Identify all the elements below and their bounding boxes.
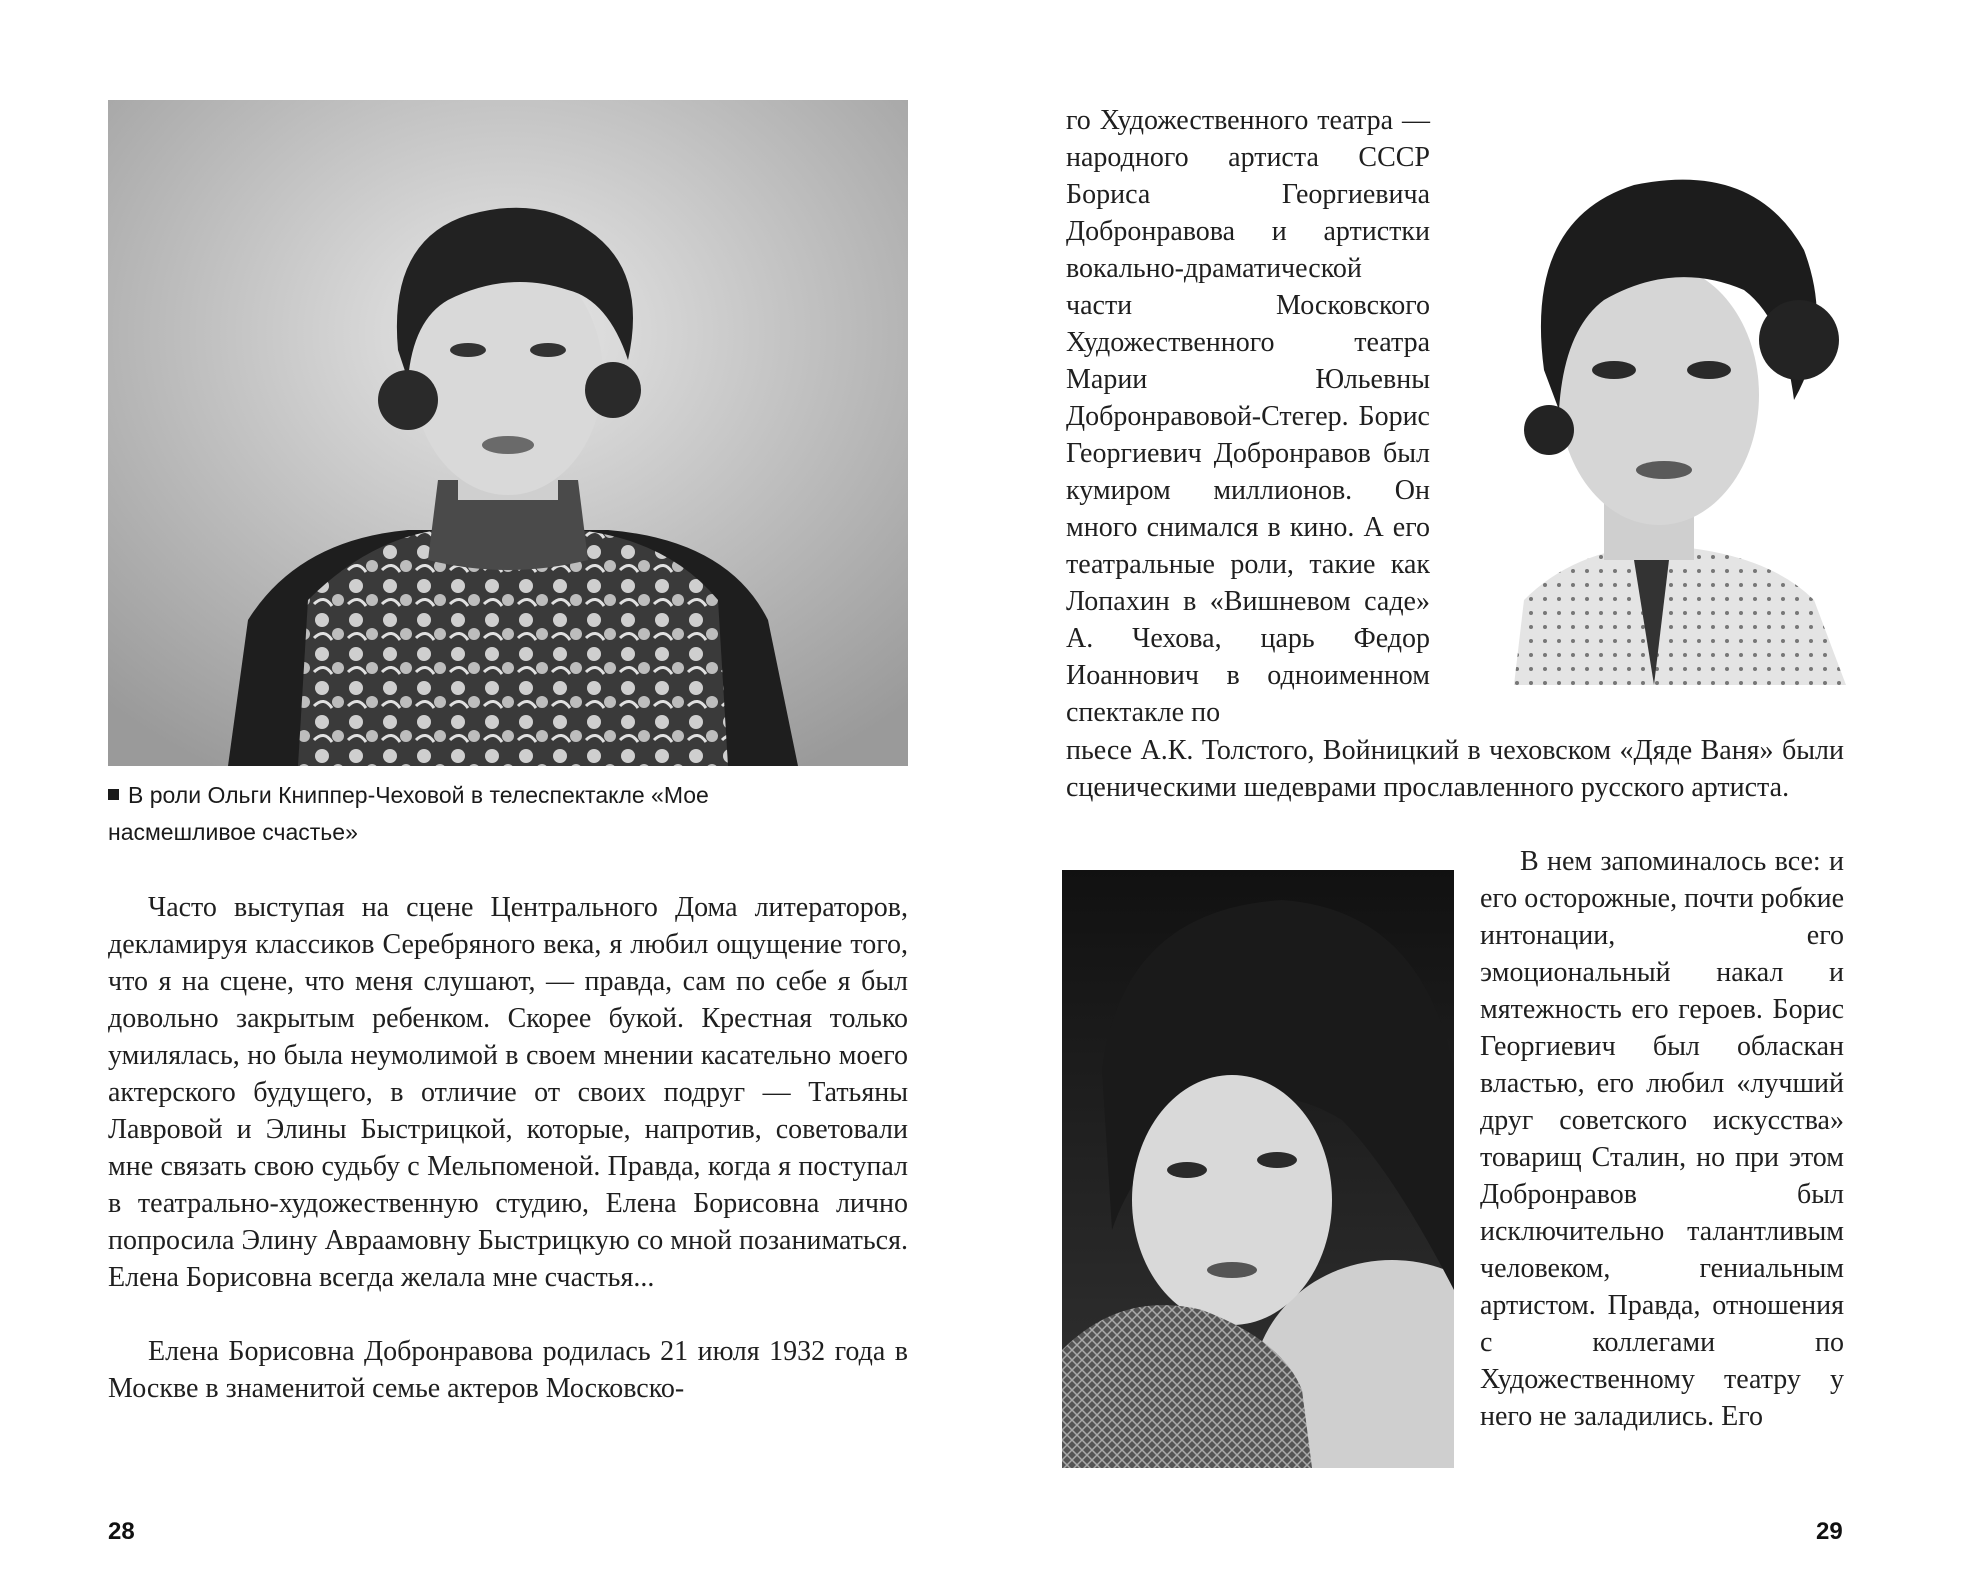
caption-bullet-icon: [108, 789, 119, 800]
paragraph-memory: Часто выступая на сцене Центрального Дома литераторов, декламируя классиков Серебряного века, я любил ощущение того, что я на сцене, что меня слушают, — правда, сам по себе я был довольно закрытым ребенком. Скорее букой. Крестная только умилялась, но была неумолимой в своем мнении касательно моего актерского будущего, в отличие от своих подруг — Татьяны Лавровой и Элины Быстрицкой, которые, напротив, советовали мне связать свою судьбу с Мельпоменой. Правда, когда я поступал в театрально-художественную студию, Елена Борисовна лично попросила Элину Авраамовну Быстрицкую со мной позаниматься. Елена Борисовна всегда желала мне счастья...: [108, 892, 908, 1293]
photo-knipper-chekhova: [108, 100, 908, 766]
right-text-bottom: В нем запоминалось все: и его осторожные, почти робкие интонации, его эмоциональный накал и мятежность его героев. Борис Георгиевич был обласкан властью, его любил «лучший друг советского искусства» товарищ Сталин, но при этом Добронравов был исключительно талантливым человеком, гениальным артистом. Правда, отношения с коллегами по Художественному театру у него не заладились. Его: [1480, 846, 1844, 1432]
right-text-top-narrow: го Художественного театра — народного артиста СССР Бориса Георгиевича Добронравова и артистки вокально-драматической части Московского Художественного театра Марии Юльевны Добронравовой-Стегер. Борис Георгиевич Добронравов был кумиром миллионов. Он много снимался в кино. А его театральные роли, такие как Лопахин в «Вишневом саде» А. Чехова, царь Федор Иоаннович в одноименном спектакле по: [1066, 105, 1430, 728]
paragraph-biography-start: Елена Борисовна Добронравова родилась 21 июля 1932 года в Москве в знаменитой семье актеров Московско-: [108, 1336, 908, 1404]
photo-portrait-reclining: [1062, 870, 1454, 1468]
photo-caption: В роли Ольги Книппер-Чеховой в телеспектакле «Мое насмешливое счастье»: [108, 782, 709, 845]
page-number-right: 29: [1816, 1518, 1843, 1545]
right-page: [984, 0, 1968, 1574]
right-text-top-wide: пьесе А.К. Толстого, Войницкий в чеховском «Дяде Ваня» были сценическими шедеврами прославленного русского артиста.: [1066, 735, 1844, 803]
photo-portrait-short-hair: [1454, 130, 1846, 685]
page-number-left: 28: [108, 1518, 135, 1545]
left-body-text: [108, 889, 908, 1407]
